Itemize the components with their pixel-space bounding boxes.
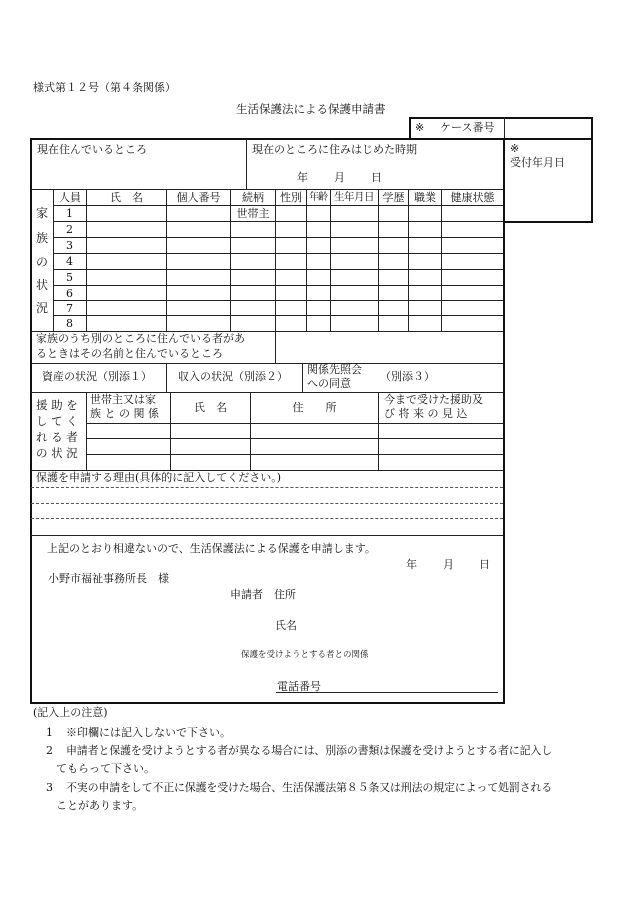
supporter-address-header: 住 所 — [292, 401, 337, 414]
receipt-mark: ※ — [510, 142, 520, 155]
note-3-continuation: ことがあります。 — [56, 799, 144, 812]
consent-line1: 関係先照会 — [307, 363, 362, 376]
applicant-relation-label: 保護を受けようとする者との関係 — [241, 650, 369, 660]
row-number-1: 1 — [66, 207, 73, 220]
row-number-3: 3 — [66, 239, 73, 252]
date-day-label: 日 — [479, 558, 490, 571]
row-number-6: 6 — [66, 287, 73, 300]
current-address-label: 現在住んでいるところ — [37, 143, 147, 156]
header-occupation: 職業 — [414, 191, 436, 204]
case-number-label: ケース番号 — [440, 121, 495, 134]
head-of-household: 世帯主 — [236, 207, 270, 220]
note-2-text: 申請者と保護を受けようとする者が異なる場合には、別添の書類は保護を受けようとする者に記入し — [66, 744, 552, 757]
since-day-label: 日 — [371, 171, 382, 184]
supporters-side-line1: 援 助 を — [36, 398, 78, 412]
supporter-outlook-line1: 今まで受けた援助及 — [384, 393, 483, 406]
reason-label: 保護を申請する理由(具体的に記入してください。) — [36, 471, 282, 484]
supporter-relation-line1: 世帯主又は家 — [90, 393, 156, 406]
addressee: 小野市福祉事務所長 様 — [48, 572, 169, 585]
note-3-number: 3 — [46, 781, 53, 794]
since-month-label: 月 — [334, 171, 345, 184]
phone-number-label: 電話番号 — [277, 680, 321, 693]
since-year-label: 年 — [297, 171, 308, 184]
row-number-2: 2 — [66, 223, 73, 236]
receipt-date-label: 受付年月日 — [510, 156, 565, 169]
separate-family-line1: 家族のうち別のところに住んでいる者があ — [36, 332, 245, 345]
separate-family-field[interactable] — [278, 333, 500, 361]
income-status: 収入の状況（別添２） — [178, 370, 288, 383]
consent-attachment-ref: （別添３） — [380, 370, 435, 383]
row-number-7: 7 — [66, 302, 73, 315]
header-age: 年齢 — [309, 192, 327, 203]
current-address-field[interactable] — [36, 158, 242, 186]
reason-field[interactable] — [34, 489, 500, 533]
family-side-char-2: 族 — [35, 231, 48, 245]
supporters-side-line2: し て く — [36, 414, 78, 428]
case-number-mark: ※ — [415, 121, 425, 134]
header-name: 氏 名 — [110, 191, 143, 204]
family-side-char-5: 況 — [35, 301, 48, 315]
note-1-text: ※印欄には記入しないで下さい。 — [66, 726, 231, 739]
page-title: 生活保護法による保護申請書 — [236, 102, 386, 116]
residence-since-label: 現在のところに住みはじめた時期 — [252, 143, 417, 156]
header-count: 人員 — [59, 191, 81, 204]
row-number-5: 5 — [66, 271, 73, 284]
date-year-label: 年 — [406, 558, 417, 571]
notes-heading: (記入上の注意) — [33, 706, 108, 719]
receipt-date-field[interactable] — [506, 172, 590, 219]
supporters-side-line4: の 状 況 — [36, 446, 78, 460]
header-sex: 性別 — [280, 191, 302, 204]
header-relationship: 続柄 — [242, 191, 264, 204]
separate-family-line2: るときはその名前と住んでいるところ — [36, 347, 223, 360]
declaration-text: 上記のとおり相違ないので、生活保護法による保護を申請します。 — [47, 542, 376, 555]
supporter-name-header: 氏 名 — [194, 401, 227, 414]
row-number-8: 8 — [66, 317, 73, 330]
date-month-label: 月 — [443, 558, 454, 571]
applicant-name-label: 氏名 — [275, 619, 297, 632]
header-health: 健康状態 — [450, 191, 495, 204]
note-3-text: 不実の申請をして不正に保護を受けた場合、生活保護法第８５条又は刑法の規定によって処罰される — [66, 781, 552, 794]
header-individual-number: 個人番号 — [176, 191, 221, 204]
assets-status: 資産の状況（別添１） — [42, 370, 152, 383]
case-number-field[interactable] — [506, 118, 590, 137]
family-side-char-3: の — [35, 255, 48, 269]
note-2-continuation: てもらって下さい。 — [56, 762, 155, 775]
header-birthdate: 生年月日 — [334, 191, 374, 203]
header-education: 学歴 — [382, 191, 405, 204]
supporter-outlook-line2: び 将 来 の 見 込 — [384, 407, 468, 420]
note-1-number: 1 — [46, 726, 53, 739]
applicant-address-label: 申請者 住所 — [230, 588, 296, 601]
row-number-4: 4 — [66, 255, 73, 268]
consent-line2: への同意 — [307, 377, 351, 390]
form-number: 様式第１２号（第４条関係） — [33, 81, 176, 94]
supporter-relation-line2: 族 と の 関 係 — [90, 407, 159, 420]
note-2-number: 2 — [46, 744, 53, 757]
family-side-char-1: 家 — [35, 206, 48, 220]
supporters-side-line3: れ る 者 — [36, 430, 78, 444]
family-side-char-4: 状 — [35, 278, 48, 292]
